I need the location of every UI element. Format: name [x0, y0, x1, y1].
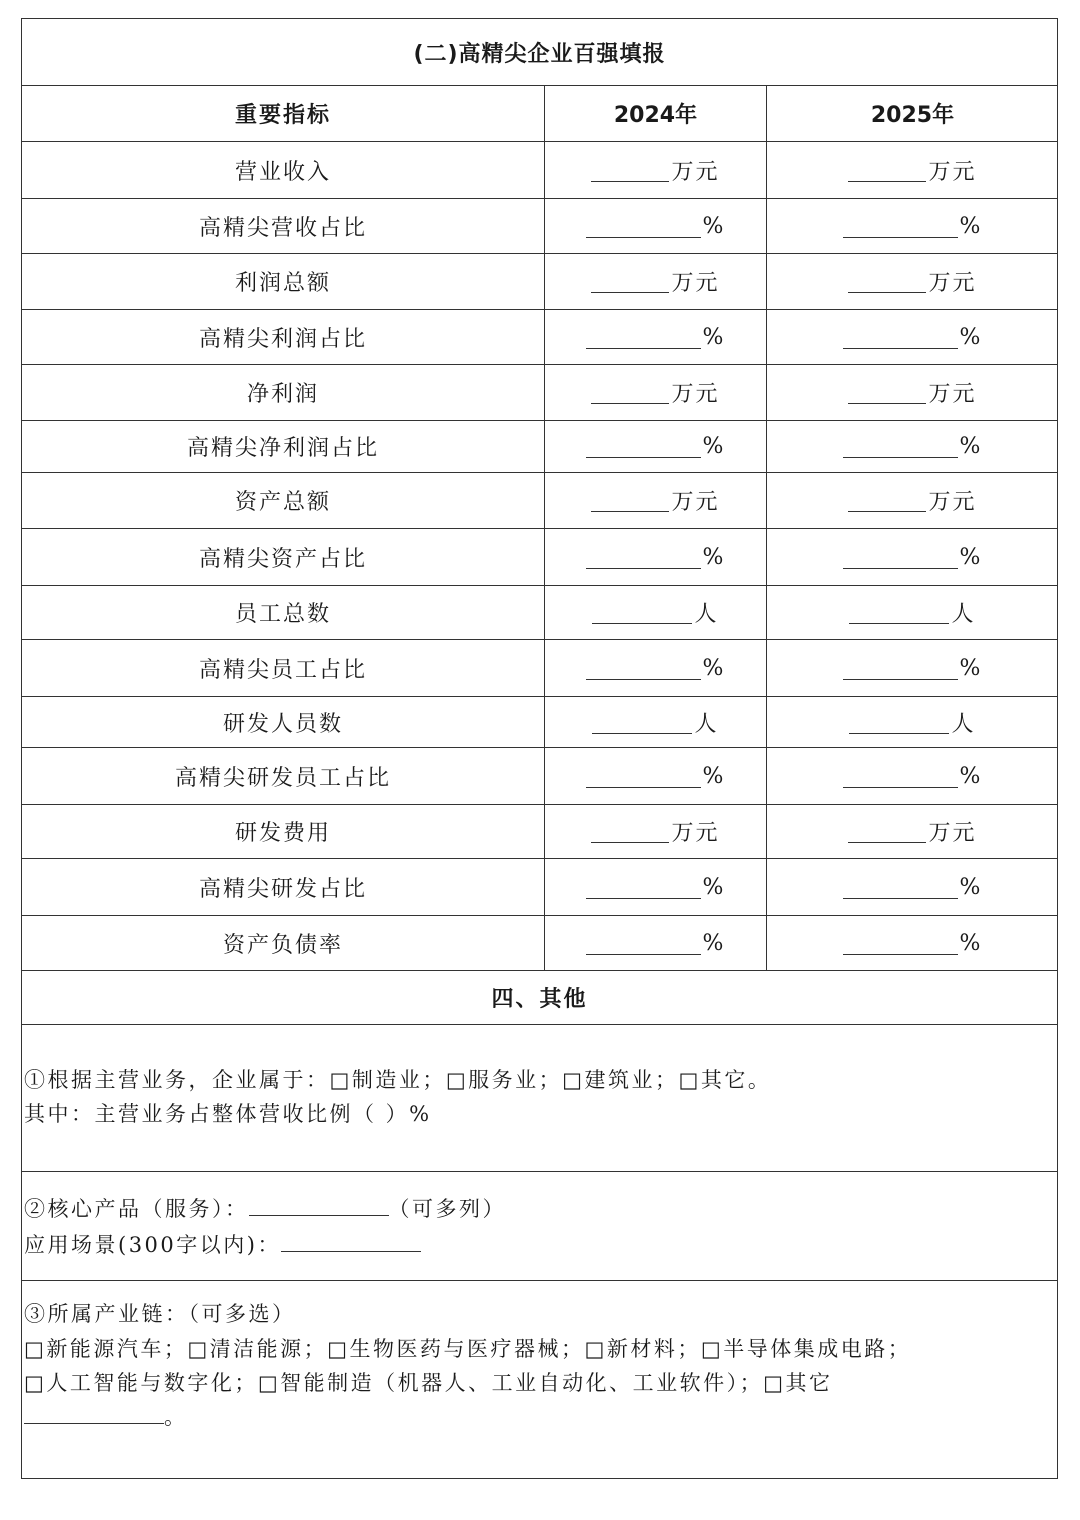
value-cell-2024 — [545, 859, 767, 915]
value-cell-2024 — [545, 805, 767, 858]
fill-blank[interactable] — [586, 435, 701, 458]
item3-line1: ③所属产业链：（可多选） — [24, 1302, 296, 1326]
unit-label: % — [702, 763, 726, 789]
fill-blank[interactable] — [848, 489, 926, 512]
unit-label: 万元 — [928, 490, 977, 515]
other-item-2 — [22, 1172, 1057, 1281]
item2-core-product-label: ②核心产品（服务）： — [24, 1197, 249, 1221]
indicator-label: 高精尖资产占比 — [22, 529, 545, 585]
item1-line2: 其中：主营业务占整体营收比例（ ）% — [24, 1102, 432, 1126]
unit-label: % — [959, 324, 983, 350]
value-cell-2024 — [545, 586, 767, 639]
fill-blank[interactable] — [848, 820, 926, 843]
unit-label: % — [702, 874, 726, 900]
value-cell-2025 — [767, 586, 1058, 639]
other-item-3 — [22, 1281, 1057, 1480]
table-row — [22, 859, 1057, 916]
value-cell-2025 — [767, 421, 1058, 472]
item2-scenario-label: 应用场景(300字以内)： — [24, 1233, 281, 1257]
unit-label: % — [702, 213, 726, 239]
unit-label: % — [702, 544, 726, 570]
fill-blank[interactable] — [591, 270, 669, 293]
unit-label: % — [702, 434, 726, 459]
header-year-2025: 2025年 — [870, 103, 955, 128]
fill-blank[interactable] — [592, 601, 692, 624]
fill-blank[interactable] — [591, 159, 669, 182]
table-row — [22, 199, 1057, 254]
value-cell-2025 — [767, 640, 1058, 696]
table-row — [22, 473, 1057, 529]
item3-line4-end: 。 — [164, 1405, 188, 1429]
value-cell-2025 — [767, 142, 1058, 198]
unit-label: 万元 — [671, 271, 720, 296]
table-row — [22, 421, 1057, 473]
table-row — [22, 805, 1057, 859]
indicator-label: 净利润 — [22, 365, 545, 420]
table-header-row — [22, 86, 1057, 142]
indicator-label: 研发费用 — [22, 805, 545, 858]
item3-line3: □人工智能与数字化；□智能制造（机器人、工业自动化、工业软件）；□其它 — [24, 1371, 833, 1395]
indicator-label: 营业收入 — [22, 142, 545, 198]
other-item-1 — [22, 1025, 1057, 1172]
value-cell-2024 — [545, 697, 767, 747]
unit-label: % — [959, 544, 983, 570]
unit-label: 万元 — [928, 159, 977, 185]
fill-blank[interactable] — [843, 657, 958, 680]
value-cell-2025 — [767, 310, 1058, 364]
indicator-label: 员工总数 — [22, 586, 545, 639]
value-cell-2024 — [545, 421, 767, 472]
fill-blank[interactable] — [848, 381, 926, 404]
fill-blank[interactable] — [843, 876, 958, 899]
unit-label: 万元 — [671, 490, 720, 515]
other-section-title-row — [22, 971, 1057, 1025]
value-cell-2024 — [545, 254, 767, 309]
scenario-blank[interactable] — [281, 1231, 421, 1252]
unit-label: % — [702, 324, 726, 350]
unit-label: % — [702, 655, 726, 681]
fill-blank[interactable] — [591, 381, 669, 404]
indicator-label: 高精尖净利润占比 — [22, 421, 545, 472]
item3-line4 — [24, 1400, 188, 1434]
unit-label: % — [959, 763, 983, 789]
value-cell-2024 — [545, 529, 767, 585]
indicator-label: 研发人员数 — [22, 697, 545, 747]
unit-label: 人 — [951, 602, 976, 627]
unit-label: 人 — [951, 711, 976, 737]
fill-blank[interactable] — [843, 932, 958, 955]
value-cell-2024 — [545, 640, 767, 696]
header-year-2024: 2024年 — [545, 86, 767, 141]
unit-label: % — [959, 434, 983, 459]
fill-blank[interactable] — [849, 711, 949, 734]
item2-line2 — [24, 1228, 421, 1262]
value-cell-2025 — [767, 859, 1058, 915]
table-row — [22, 640, 1057, 697]
fill-blank[interactable] — [843, 215, 958, 238]
unit-label: % — [959, 874, 983, 900]
value-cell-2025 — [767, 697, 1058, 747]
unit-label: % — [959, 655, 983, 681]
section-title-row — [22, 19, 1057, 86]
value-cell-2025 — [767, 473, 1058, 528]
table-row — [22, 254, 1057, 310]
unit-label: 人 — [694, 711, 719, 737]
value-cell-2025 — [767, 748, 1058, 804]
value-cell-2024 — [545, 916, 767, 970]
core-product-blank[interactable] — [249, 1195, 389, 1216]
table-row — [22, 916, 1057, 971]
fill-blank[interactable] — [843, 765, 958, 788]
fill-blank[interactable] — [591, 489, 669, 512]
value-cell-2025 — [767, 254, 1058, 309]
item1-line1: ①根据主营业务，企业属于：□制造业；□服务业；□建筑业；□其它。 — [24, 1068, 772, 1092]
indicator-label: 资产负债率 — [22, 916, 545, 970]
fill-blank[interactable] — [592, 711, 692, 734]
indicator-label: 高精尖研发员工占比 — [22, 748, 545, 804]
value-cell-2025 — [767, 199, 1058, 253]
fill-blank[interactable] — [848, 159, 926, 182]
unit-label: 万元 — [928, 382, 977, 407]
header-indicator: 重要指标 — [22, 86, 545, 141]
unit-label: 万元 — [671, 159, 720, 185]
indicator-label: 高精尖营收占比 — [22, 199, 545, 253]
value-cell-2024 — [545, 748, 767, 804]
other-section-title: 四、其他 — [491, 987, 588, 1012]
unit-label: 万元 — [928, 821, 977, 846]
table-row — [22, 310, 1057, 365]
fill-blank[interactable] — [586, 932, 701, 955]
indicator-label: 利润总额 — [22, 254, 545, 309]
fill-blank[interactable] — [849, 601, 949, 624]
form-table — [21, 18, 1058, 1479]
item2-multiple-note: （可多列） — [388, 1197, 506, 1221]
fill-blank[interactable] — [586, 546, 701, 569]
unit-label: % — [959, 930, 983, 956]
indicator-label: 资产总额 — [22, 473, 545, 528]
item3-line2: □新能源汽车；□清洁能源；□生物医药与医疗器械；□新材料；□半导体集成电路； — [24, 1337, 912, 1361]
fill-blank[interactable] — [586, 326, 701, 349]
section-title: (二)高精尖企业百强填报 — [413, 41, 666, 67]
fill-blank[interactable] — [586, 876, 701, 899]
table-row — [22, 142, 1057, 199]
value-cell-2024 — [545, 142, 767, 198]
value-cell-2024 — [545, 310, 767, 364]
unit-label: % — [959, 213, 983, 239]
unit-label: % — [702, 930, 726, 956]
fill-blank[interactable] — [843, 546, 958, 569]
indicator-label: 高精尖员工占比 — [22, 640, 545, 696]
value-cell-2025 — [767, 916, 1058, 970]
value-cell-2025 — [767, 805, 1058, 858]
fill-blank[interactable] — [843, 326, 958, 349]
table-row — [22, 365, 1057, 421]
value-cell-2024 — [545, 473, 767, 528]
fill-blank[interactable] — [586, 657, 701, 680]
table-row — [22, 586, 1057, 640]
table-row — [22, 697, 1057, 748]
unit-label: 人 — [694, 602, 719, 627]
other-chain-blank[interactable] — [24, 1403, 164, 1424]
indicator-label: 高精尖利润占比 — [22, 310, 545, 364]
fill-blank[interactable] — [591, 820, 669, 843]
value-cell-2025 — [767, 365, 1058, 420]
indicator-label: 高精尖研发占比 — [22, 859, 545, 915]
value-cell-2025 — [767, 529, 1058, 585]
unit-label: 万元 — [928, 271, 977, 296]
fill-blank[interactable] — [843, 435, 958, 458]
value-cell-2024 — [545, 365, 767, 420]
fill-blank[interactable] — [586, 765, 701, 788]
value-cell-2024 — [545, 199, 767, 253]
table-row — [22, 529, 1057, 586]
fill-blank[interactable] — [848, 270, 926, 293]
item2-line1 — [24, 1192, 506, 1226]
table-row — [22, 748, 1057, 805]
unit-label: 万元 — [671, 821, 720, 846]
fill-blank[interactable] — [586, 215, 701, 238]
unit-label: 万元 — [671, 382, 720, 407]
